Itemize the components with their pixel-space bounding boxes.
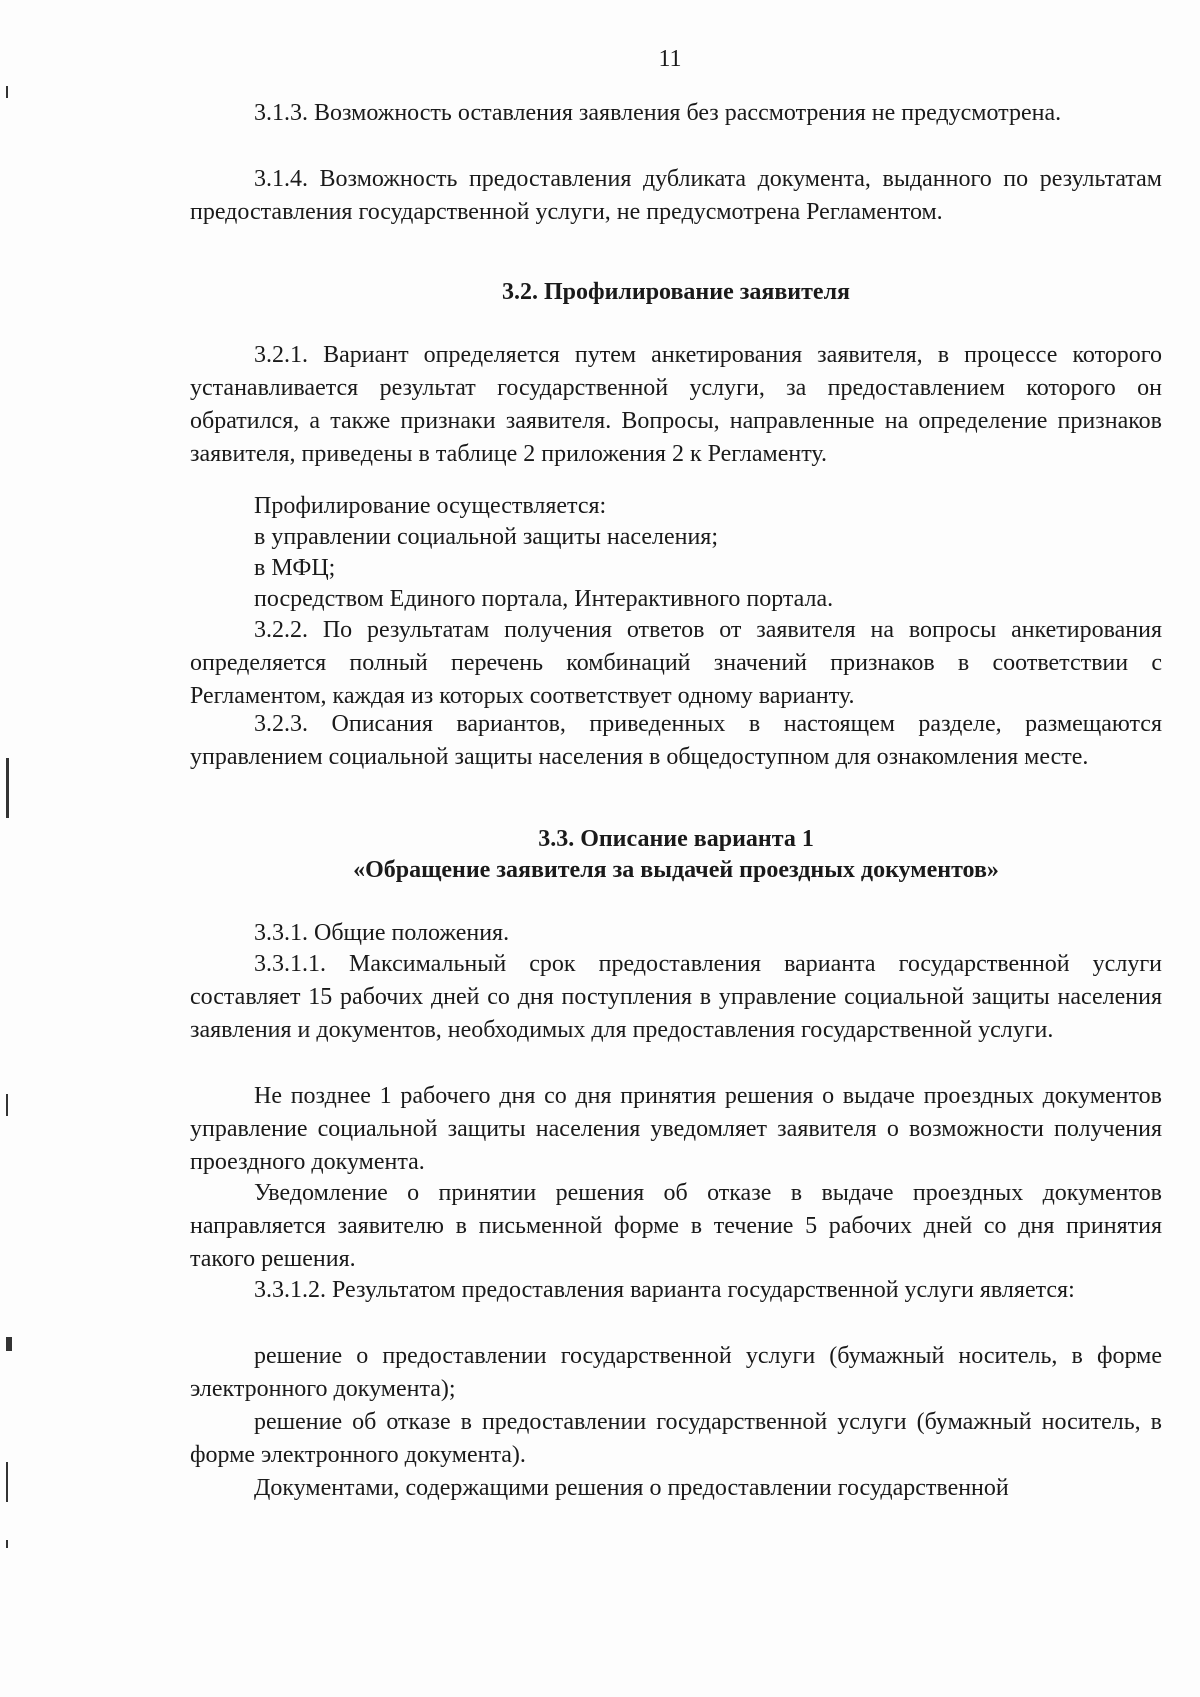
section-heading-3-2: 3.2. Профилирование заявителя	[501, 279, 851, 305]
scan-artifact	[6, 86, 8, 98]
paragraph-3-3-1-2: 3.3.1.2. Результатом предоставления варианта государственной услуги является:	[254, 1277, 1075, 1303]
scan-artifact	[6, 1094, 8, 1116]
section-subheading-3-3: «Обращение заявителя за выдачей проездных документов»	[353, 857, 999, 883]
paragraph-3-2-1: 3.2.1. Вариант определяется путем анкетирования заявителя, в процессе которого устанавливается результат государственной услуги, за предоставлением которого он обратился, а также признаки заявителя. Вопросы, направленные на определение признаков заявителя, приведены в таблице 2 приложения 2 к Регламенту.	[190, 342, 1162, 467]
scan-artifact	[6, 1540, 8, 1548]
paragraph-documents: Документами, содержащими решения о предоставлении государственной	[254, 1475, 1009, 1501]
profiling-item-uszn: в управлении социальной защиты населения;	[254, 524, 719, 550]
paragraph-3-2-2: 3.2.2. По результатам получения ответов от заявителя на вопросы анкетирования определяется полный перечень комбинаций значений признаков в соответствии с Регламентом, каждая из которых соответствует одному варианту.	[190, 617, 1162, 709]
profiling-intro: Профилирование осуществляется:	[254, 493, 607, 519]
profiling-item-mfc: в МФЦ;	[254, 555, 336, 581]
scan-artifact	[6, 1337, 12, 1351]
paragraph-notification: Не позднее 1 рабочего дня со дня принятия решения о выдаче проездных документов управление социальной защиты населения уведомляет заявителя о возможности получения проездного документа.	[190, 1083, 1162, 1175]
paragraph-3-2-3: 3.2.3. Описания вариантов, приведенных в настоящем разделе, размещаются управлением социальной защиты населения в общедоступном для ознакомления месте.	[190, 711, 1162, 770]
page-number: 11	[658, 46, 682, 72]
result-item-grant: решение о предоставлении государственной услуги (бумажный носитель, в форме электронного документа);	[190, 1343, 1162, 1402]
paragraph-3-1-3: 3.1.3. Возможность оставления заявления без рассмотрения не предусмотрена.	[254, 100, 1062, 126]
result-item-refusal: решение об отказе в предоставлении государственной услуги (бумажный носитель, в форме электронного документа).	[190, 1409, 1162, 1468]
scan-artifact	[6, 1462, 8, 1502]
paragraph-3-1-4: 3.1.4. Возможность предоставления дубликата документа, выданного по результатам предоставления государственной услуги, не предусмотрена Регламентом.	[190, 166, 1162, 225]
paragraph-refusal-notice: Уведомление о принятии решения об отказе в выдаче проездных документов направляется заявителю в письменной форме в течение 5 рабочих дней со дня принятия такого решения.	[190, 1180, 1162, 1272]
section-heading-3-3: 3.3. Описание варианта 1	[538, 826, 814, 852]
paragraph-3-3-1: 3.3.1. Общие положения.	[254, 920, 510, 946]
paragraph-3-3-1-1: 3.3.1.1. Максимальный срок предоставления варианта государственной услуги составляет 15 рабочих дней со дня поступления в управление социальной защиты населения заявления и документов, необходимых для предоставления государственной услуги.	[190, 951, 1162, 1043]
scan-artifact	[6, 758, 9, 818]
profiling-item-portal: посредством Единого портала, Интерактивного портала.	[254, 586, 834, 612]
